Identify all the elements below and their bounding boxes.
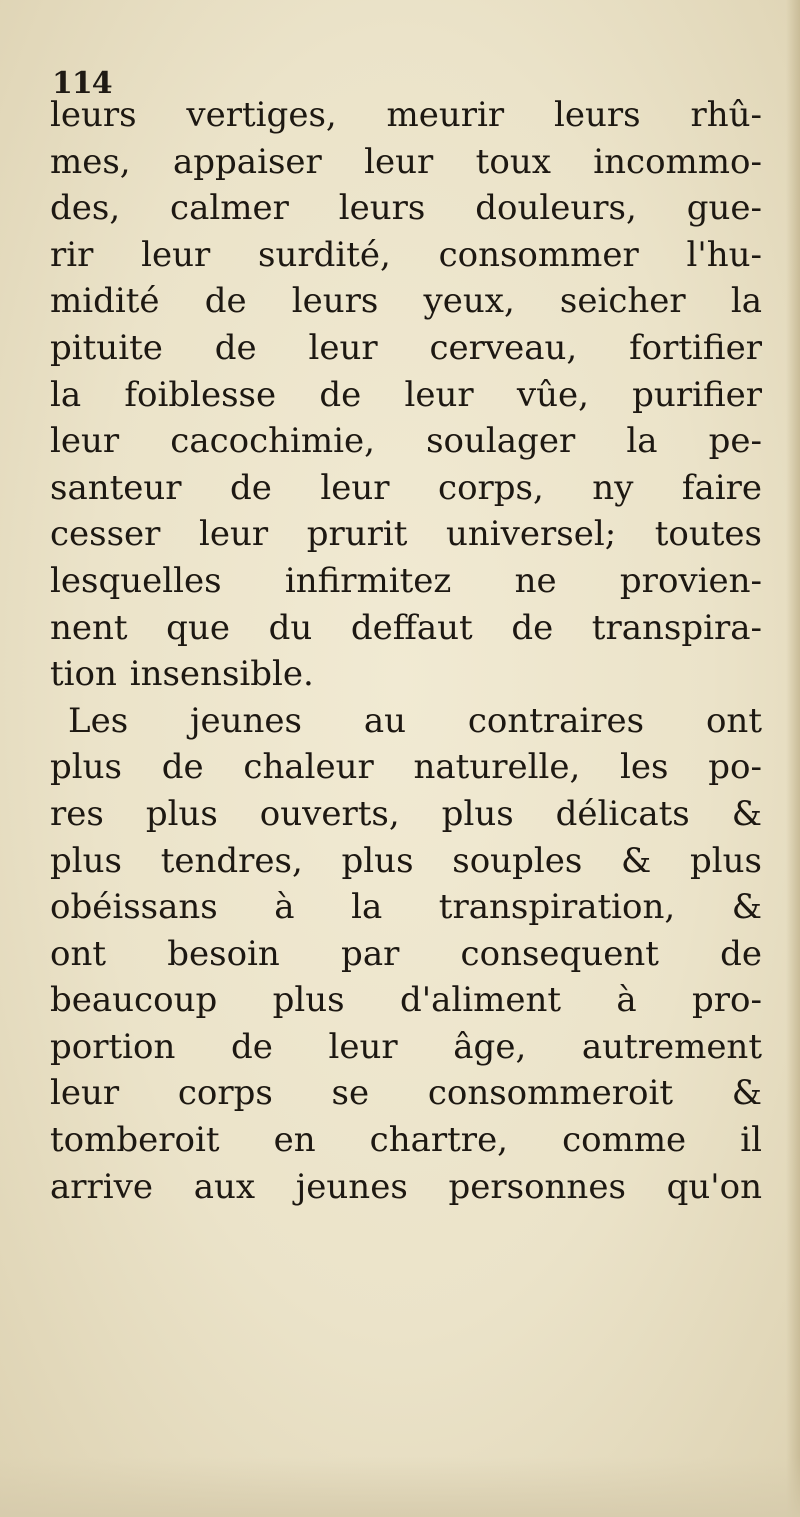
text-line: nent que du deffaut de transpira- — [50, 607, 762, 648]
text-line: arrive aux jeunes personnes qu'on — [50, 1166, 762, 1207]
text-line: Les jeunes au contraires ont — [68, 700, 762, 741]
text-line: leurs vertiges, meurir leurs rhû- — [50, 95, 762, 135]
page-edge-shadow — [786, 0, 800, 1517]
text-line: la foiblesse de leur vûe, purifier — [50, 374, 762, 415]
text-line: tion insensible. — [50, 654, 314, 695]
text-line: ont besoin par consequent de — [50, 933, 762, 974]
text-line: mes, appaiser leur toux incommo- — [50, 141, 762, 182]
text-line: santeur de leur corps, ny faire — [50, 467, 762, 508]
text-line: plus tendres, plus souples & plus — [50, 840, 762, 881]
paragraph-1 — [50, 92, 762, 698]
page-number: 114 — [52, 66, 112, 101]
page-bottom-shadow — [0, 1457, 800, 1517]
text-line: res plus ouverts, plus délicats & — [50, 793, 762, 834]
text-line: pituite de leur cerveau, fortifier — [50, 327, 762, 368]
text-line: lesquelles infirmitez ne provien- — [50, 560, 762, 601]
text-line: plus de chaleur naturelle, les po- — [50, 747, 762, 788]
text-line: leur corps se consommeroit & — [50, 1073, 762, 1114]
text-line: leur cacochimie, soulager la pe- — [50, 421, 762, 462]
paragraph-2 — [50, 698, 762, 1211]
text-line: tomberoit en chartre, comme il — [50, 1120, 762, 1161]
text-line: rir leur surdité, consommer l'hu- — [50, 234, 762, 275]
text-line: obéissans à la transpiration, & — [50, 887, 762, 928]
text-line: cesser leur prurit universel; toutes — [50, 514, 762, 555]
text-line: beaucoup plus d'aliment à pro- — [50, 980, 762, 1021]
text-line: midité de leurs yeux, seicher la — [50, 281, 762, 322]
text-line: des, calmer leurs douleurs, gue- — [50, 188, 762, 229]
text-line: portion de leur âge, autrement — [50, 1026, 762, 1067]
body-text — [50, 92, 762, 1210]
